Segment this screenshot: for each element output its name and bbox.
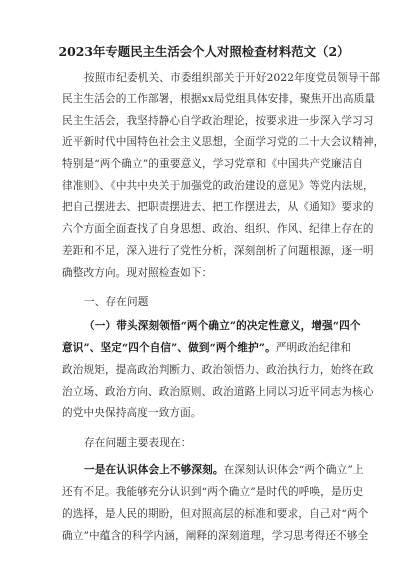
subsection-body-line: 的党中央保持高度一致方面。: [62, 407, 202, 419]
problems-intro: 存在问题主要表现在：: [84, 437, 192, 449]
section-heading: 一、存在问题: [84, 296, 149, 308]
intro-line: 按照市纪委机关、市委组织部关于开好2022年度党员领导干部: [84, 72, 381, 84]
subsection-heading-rest: 严明政治纪律和: [275, 342, 352, 354]
problem-body-line: 确立”中蕴含的科学内涵，阐释的深刻道理，学习思考得还不够全: [62, 530, 369, 542]
intro-line: 民主生活会，我坚持静心自学政治理论，按要求进一步深入学习习: [62, 115, 374, 127]
subsection-heading-continued: [62, 341, 351, 355]
problem-body-line: 的选择，是人民的期盼，但对照高层的标准和要求，自己对“两个: [62, 508, 369, 520]
intro-line: 特别是“两个确立”的重要意义，学习党章和《中国共产党廉洁自: [62, 158, 364, 170]
intro-line: 近平新时代中国特色社会主义思想，全面学习党的二十大会议精神，: [62, 136, 385, 148]
subsection-heading-bold: 意识”、坚定“四个自信”、做到“两个维护”。: [62, 342, 276, 354]
document-title: 2023年专题民主生活会个人对照检查材料范文（2）: [58, 44, 350, 59]
subsection-body-line: 治立场、政治方向、政治原则、政治道路上同以习近平同志为核心: [62, 386, 374, 398]
problem-one-line: [84, 463, 364, 477]
subsection-heading: （一）带头深刻领悟“两个确立”的决定性意义，增强“四个: [84, 320, 361, 332]
intro-line: 六个方面全面查找了自身思想、政治、组织、作风、纪律上存在的: [62, 223, 374, 235]
intro-line: 差距和不足，深入进行了党性分析，深刻剖析了问题根源，逐一明: [62, 245, 374, 257]
intro-line: 把自己摆进去、把职责摆进去、把工作摆进去，从《通知》要求的: [62, 201, 374, 213]
subsection-body-line: 政治规矩，提高政治判断力、政治领悟力、政治执行力，始终在政: [62, 364, 374, 376]
problem-one-rest: 在深刻认识体会“两个确立”上: [223, 464, 364, 476]
problem-body-line: 还有不足。我能够充分认识到“两个确立”是时代的呼唤，是历史: [62, 486, 364, 498]
intro-line: 律准则》、《中共中央关于加强党的政治建设的意见》等党内法规，: [62, 180, 374, 192]
intro-line: 民主生活会的工作部署，根据xx局党组具体安排，聚焦开出高质量: [62, 93, 376, 105]
problem-one-bold: 一是在认识体会上不够深刻。: [84, 464, 224, 476]
intro-line: 确整改方向。现对照检查如下：: [62, 267, 213, 279]
